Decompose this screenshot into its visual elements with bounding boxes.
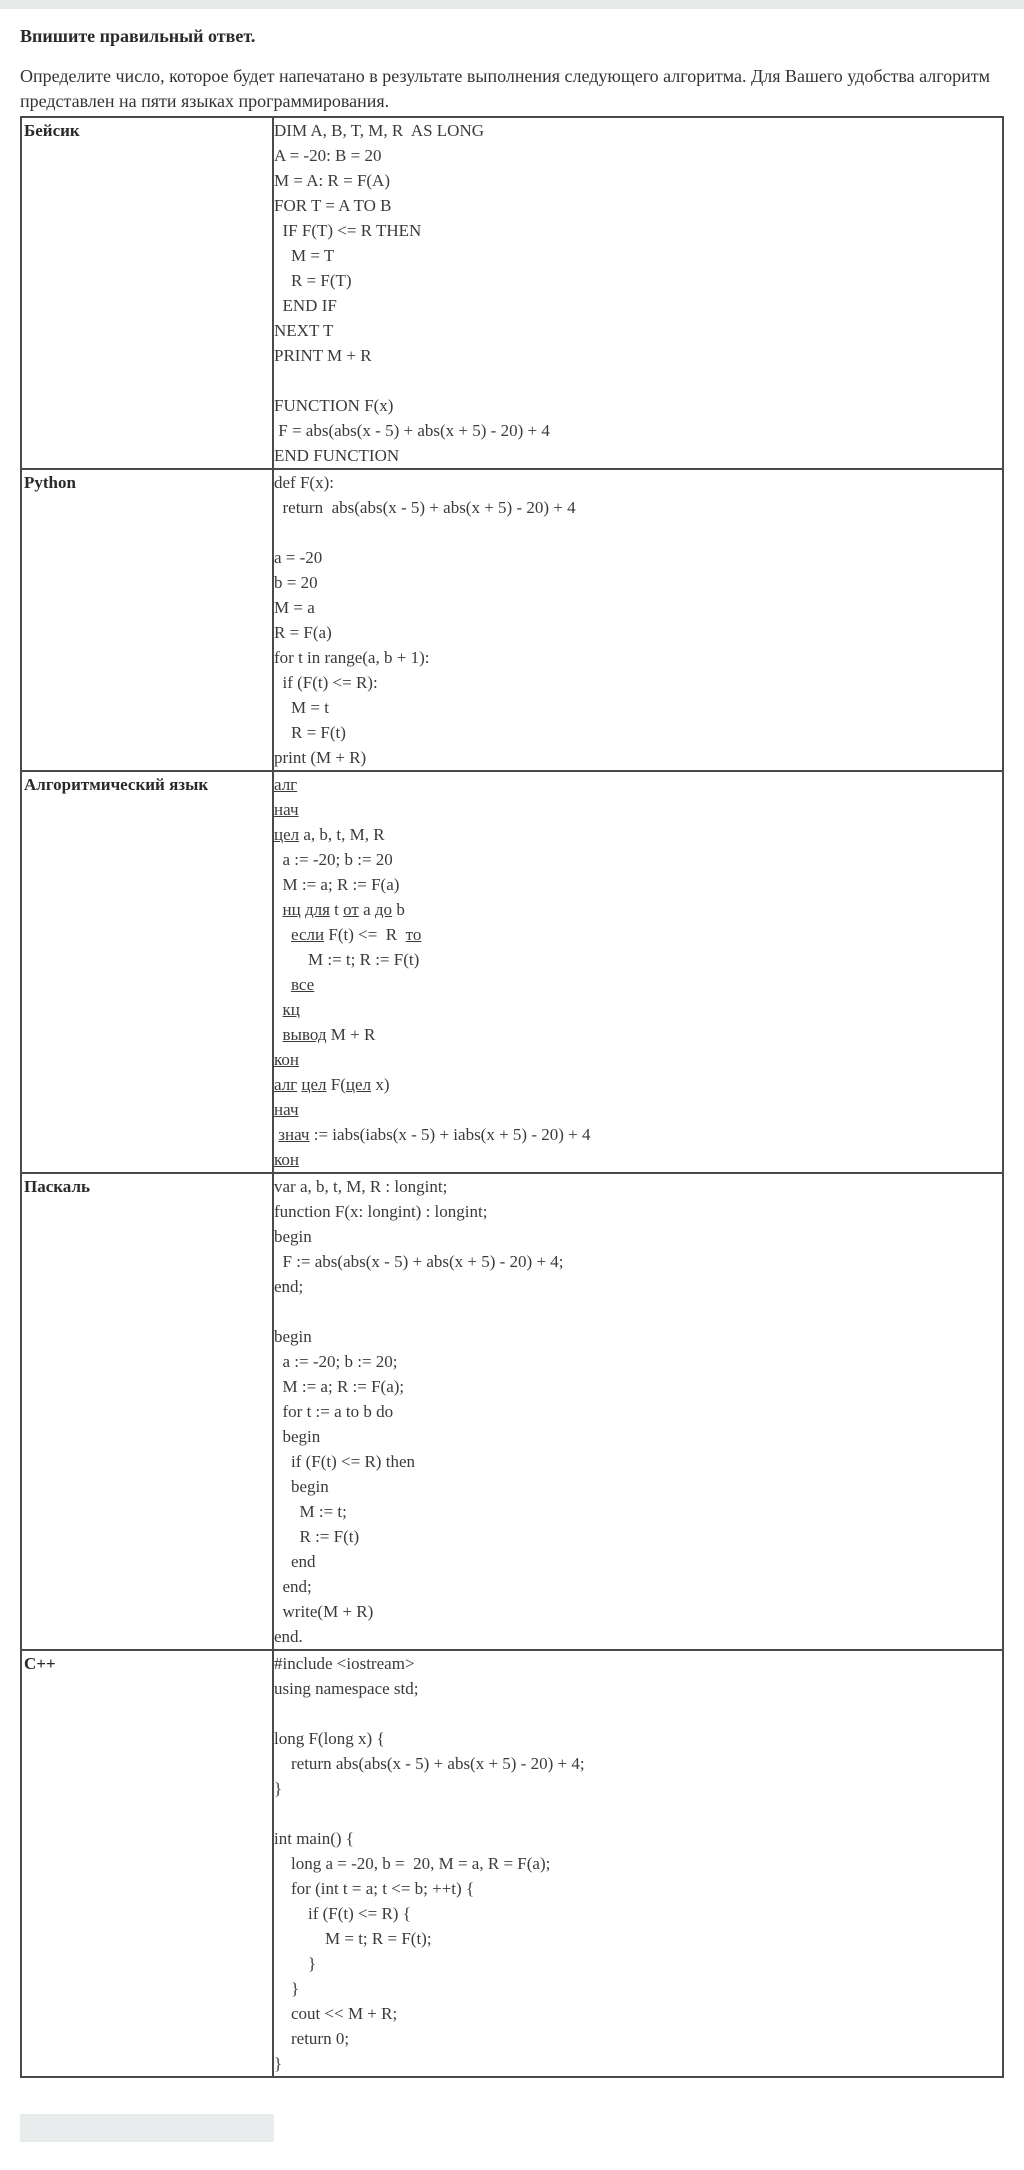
code-text: return abs(abs(x - 5) + abs(x + 5) - 20) + 4;: [274, 1754, 585, 1773]
code-text: F(t) <= R: [324, 925, 406, 944]
code-line: [274, 470, 1002, 495]
code-line: [274, 595, 1002, 620]
code-line: [274, 393, 1002, 418]
code-line: [274, 1676, 1002, 1701]
code-text: var a, b, t, M, R : longint;: [274, 1177, 448, 1196]
code-keyword: вывод: [282, 1025, 327, 1044]
code-block: [273, 1650, 1003, 2077]
code-line: [274, 1324, 1002, 1349]
code-text: M = T: [274, 246, 335, 265]
code-text: int main() {: [274, 1829, 354, 1848]
code-text: if (F(t) <= R) then: [274, 1452, 415, 1471]
code-keyword: кон: [274, 1150, 299, 1169]
code-text: M := a; R := F(a);: [274, 1377, 405, 1396]
code-line: [274, 1651, 1002, 1676]
code-line: [274, 772, 1002, 797]
code-text: [274, 1000, 283, 1019]
language-name: Бейсик: [21, 117, 273, 469]
code-text: a, b, t, M, R: [299, 825, 385, 844]
code-text: b: [392, 900, 405, 919]
language-row: [21, 771, 1003, 1173]
code-line: [274, 1499, 1002, 1524]
code-text: [274, 925, 291, 944]
code-line: [274, 670, 1002, 695]
code-line: [274, 1776, 1002, 1801]
code-text: M = t; R = F(t);: [274, 1929, 432, 1948]
code-line: [274, 2026, 1002, 2051]
code-text: [274, 975, 291, 994]
code-line: [274, 1349, 1002, 1374]
code-text: }: [274, 1954, 317, 1973]
language-row: [21, 117, 1003, 469]
code-line: [274, 193, 1002, 218]
code-line: [274, 947, 1002, 972]
code-line: [274, 570, 1002, 595]
code-text: print (M + R): [274, 748, 367, 767]
code-line: [274, 1249, 1002, 1274]
code-keyword: для: [304, 900, 330, 919]
code-text: begin: [274, 1227, 312, 1246]
code-text: end;: [274, 1577, 312, 1596]
code-text: using namespace std;: [274, 1679, 419, 1698]
code-line: [274, 1574, 1002, 1599]
code-text: return 0;: [274, 2029, 350, 2048]
language-row: [21, 469, 1003, 771]
code-line: [274, 243, 1002, 268]
code-keyword: нач: [274, 800, 299, 819]
code-text: FOR T = A TO B: [274, 196, 392, 215]
code-keyword: кц: [282, 1000, 300, 1019]
code-text: if (F(t) <= R):: [274, 673, 378, 692]
code-text: long a = -20, b = 20, M = a, R = F(a);: [274, 1854, 551, 1873]
code-line: [274, 143, 1002, 168]
code-keyword: нц: [282, 900, 301, 919]
code-line: [274, 268, 1002, 293]
code-line: [274, 1174, 1002, 1199]
code-line: [274, 1851, 1002, 1876]
code-line: [274, 1549, 1002, 1574]
code-line: [274, 545, 1002, 570]
question-intro: Определите число, которое будет напечатано в результате выполнения следующего алгоритма. Для Вашего удобства алгоритм представлен на пяти языках программирования.: [20, 66, 991, 111]
code-text: end: [274, 1552, 316, 1571]
code-line: [274, 1072, 1002, 1097]
code-line: [274, 1449, 1002, 1474]
language-name: Паскаль: [21, 1173, 273, 1650]
code-line: [274, 1274, 1002, 1299]
code-line: [274, 318, 1002, 343]
code-text: M := a; R := F(a): [274, 875, 400, 894]
code-keyword: цел: [345, 1075, 372, 1094]
code-block: [273, 771, 1003, 1173]
code-line: [274, 645, 1002, 670]
code-text: NEXT T: [274, 321, 334, 340]
code-line: [274, 443, 1002, 468]
code-text: a = -20: [274, 548, 323, 567]
code-text: if (F(t) <= R) {: [274, 1904, 411, 1923]
code-text: F(: [326, 1075, 346, 1094]
code-text: F := abs(abs(x - 5) + abs(x + 5) - 20) + 4;: [274, 1252, 564, 1271]
code-keyword: знач: [278, 1125, 310, 1144]
code-text: a := -20; b := 20;: [274, 1352, 398, 1371]
code-text: M = a: [274, 598, 315, 617]
code-line: [274, 1826, 1002, 1851]
code-line: [274, 720, 1002, 745]
code-line: [274, 620, 1002, 645]
code-line: [274, 745, 1002, 770]
code-text: R = F(a): [274, 623, 332, 642]
code-line: [274, 1901, 1002, 1926]
code-text: DIM A, B, T, M, R AS LONG: [274, 121, 485, 140]
code-text: IF F(T) <= R THEN: [274, 221, 422, 240]
code-line: [274, 1876, 1002, 1901]
code-text: x): [371, 1075, 390, 1094]
language-name: Python: [21, 469, 273, 771]
code-text: := iabs(iabs(x - 5) + iabs(x + 5) - 20) + 4: [309, 1125, 591, 1144]
code-keyword: от: [343, 900, 359, 919]
code-line: [274, 1399, 1002, 1424]
code-line: [274, 1701, 1002, 1726]
code-text: b = 20: [274, 573, 318, 592]
code-keyword: кон: [274, 1050, 299, 1069]
code-line: [274, 495, 1002, 520]
code-line: [274, 1926, 1002, 1951]
code-line: [274, 847, 1002, 872]
code-text: a: [358, 900, 375, 919]
code-text: for t in range(a, b + 1):: [274, 648, 430, 667]
code-text: M = t: [274, 698, 329, 717]
code-keyword: все: [291, 975, 315, 994]
code-block: [273, 117, 1003, 469]
code-line: [274, 1726, 1002, 1751]
code-line: [274, 1047, 1002, 1072]
code-block: [273, 469, 1003, 771]
code-line: [274, 1374, 1002, 1399]
code-line: [274, 1474, 1002, 1499]
answer-input[interactable]: [20, 2114, 274, 2142]
code-line: [274, 1022, 1002, 1047]
code-text: for t := a to b do: [274, 1402, 394, 1421]
code-text: begin: [274, 1327, 312, 1346]
code-line: [274, 1299, 1002, 1324]
code-keyword: алг: [274, 775, 298, 794]
language-name: Алгоритмический язык: [21, 771, 273, 1173]
code-text: M + R: [326, 1025, 376, 1044]
code-text: end.: [274, 1627, 303, 1646]
code-line: [274, 922, 1002, 947]
code-text: for (int t = a; t <= b; ++t) {: [274, 1879, 475, 1898]
code-text: write(M + R): [274, 1602, 374, 1621]
code-line: [274, 695, 1002, 720]
code-line: [274, 1976, 1002, 2001]
language-row: [21, 1173, 1003, 1650]
code-line: [274, 1097, 1002, 1122]
question-title: Впишите правильный ответ.: [20, 26, 256, 46]
code-text: begin: [274, 1477, 329, 1496]
code-line: [274, 218, 1002, 243]
code-text: t: [329, 900, 344, 919]
code-block: [273, 1173, 1003, 1650]
code-text: cout << M + R;: [274, 2004, 398, 2023]
code-text: function F(x: longint) : longint;: [274, 1202, 488, 1221]
code-text: }: [274, 1779, 283, 1798]
code-table: [20, 116, 1004, 2078]
code-line: [274, 972, 1002, 997]
code-text: return abs(abs(x - 5) + abs(x + 5) - 20) + 4: [274, 498, 576, 517]
code-line: [274, 1624, 1002, 1649]
code-line: [274, 1599, 1002, 1624]
code-text: M := t;: [274, 1502, 347, 1521]
code-line: [274, 293, 1002, 318]
code-keyword: до: [374, 900, 393, 919]
language-name: C++: [21, 1650, 273, 2077]
code-line: [274, 1424, 1002, 1449]
code-line: [274, 118, 1002, 143]
code-keyword: то: [405, 925, 422, 944]
code-line: [274, 997, 1002, 1022]
code-line: [274, 1147, 1002, 1172]
code-text: END IF: [274, 296, 337, 315]
code-text: }: [274, 1979, 300, 1998]
code-line: [274, 897, 1002, 922]
code-text: [274, 1025, 283, 1044]
code-keyword: цел: [301, 1075, 327, 1094]
code-text: long F(long x) {: [274, 1729, 385, 1748]
code-text: M = A: R = F(A): [274, 171, 390, 190]
code-line: [274, 343, 1002, 368]
code-line: [274, 520, 1002, 545]
code-keyword: если: [291, 925, 325, 944]
code-keyword: алг: [274, 1075, 298, 1094]
code-text: [274, 900, 283, 919]
code-text: FUNCTION F(x): [274, 396, 394, 415]
code-line: [274, 1224, 1002, 1249]
code-line: [274, 797, 1002, 822]
language-row: [21, 1650, 1003, 2077]
code-line: [274, 368, 1002, 393]
code-text: a := -20; b := 20: [274, 850, 393, 869]
code-text: def F(x):: [274, 473, 334, 492]
code-line: [274, 1801, 1002, 1826]
code-text: #include <iostream>: [274, 1654, 415, 1673]
code-line: [274, 2001, 1002, 2026]
code-text: R := F(t): [274, 1527, 360, 1546]
code-line: [274, 1524, 1002, 1549]
code-line: [274, 168, 1002, 193]
code-line: [274, 1122, 1002, 1147]
code-text: begin: [274, 1427, 321, 1446]
code-text: end;: [274, 1277, 304, 1296]
code-keyword: цел: [274, 825, 300, 844]
code-text: PRINT M + R: [274, 346, 372, 365]
code-line: [274, 1199, 1002, 1224]
top-bar: [0, 0, 1024, 9]
code-line: [274, 872, 1002, 897]
code-line: [274, 1951, 1002, 1976]
code-line: [274, 822, 1002, 847]
code-text: M := t; R := F(t): [274, 950, 420, 969]
code-text: }: [274, 2054, 283, 2073]
code-text: R = F(T): [274, 271, 352, 290]
code-line: [274, 418, 1002, 443]
code-text: F = abs(abs(x - 5) + abs(x + 5) - 20) + 4: [274, 421, 550, 440]
code-text: A = -20: B = 20: [274, 146, 382, 165]
code-keyword: нач: [274, 1100, 299, 1119]
code-text: R = F(t): [274, 723, 346, 742]
code-text: END FUNCTION: [274, 446, 400, 465]
code-line: [274, 1751, 1002, 1776]
code-line: [274, 2051, 1002, 2076]
